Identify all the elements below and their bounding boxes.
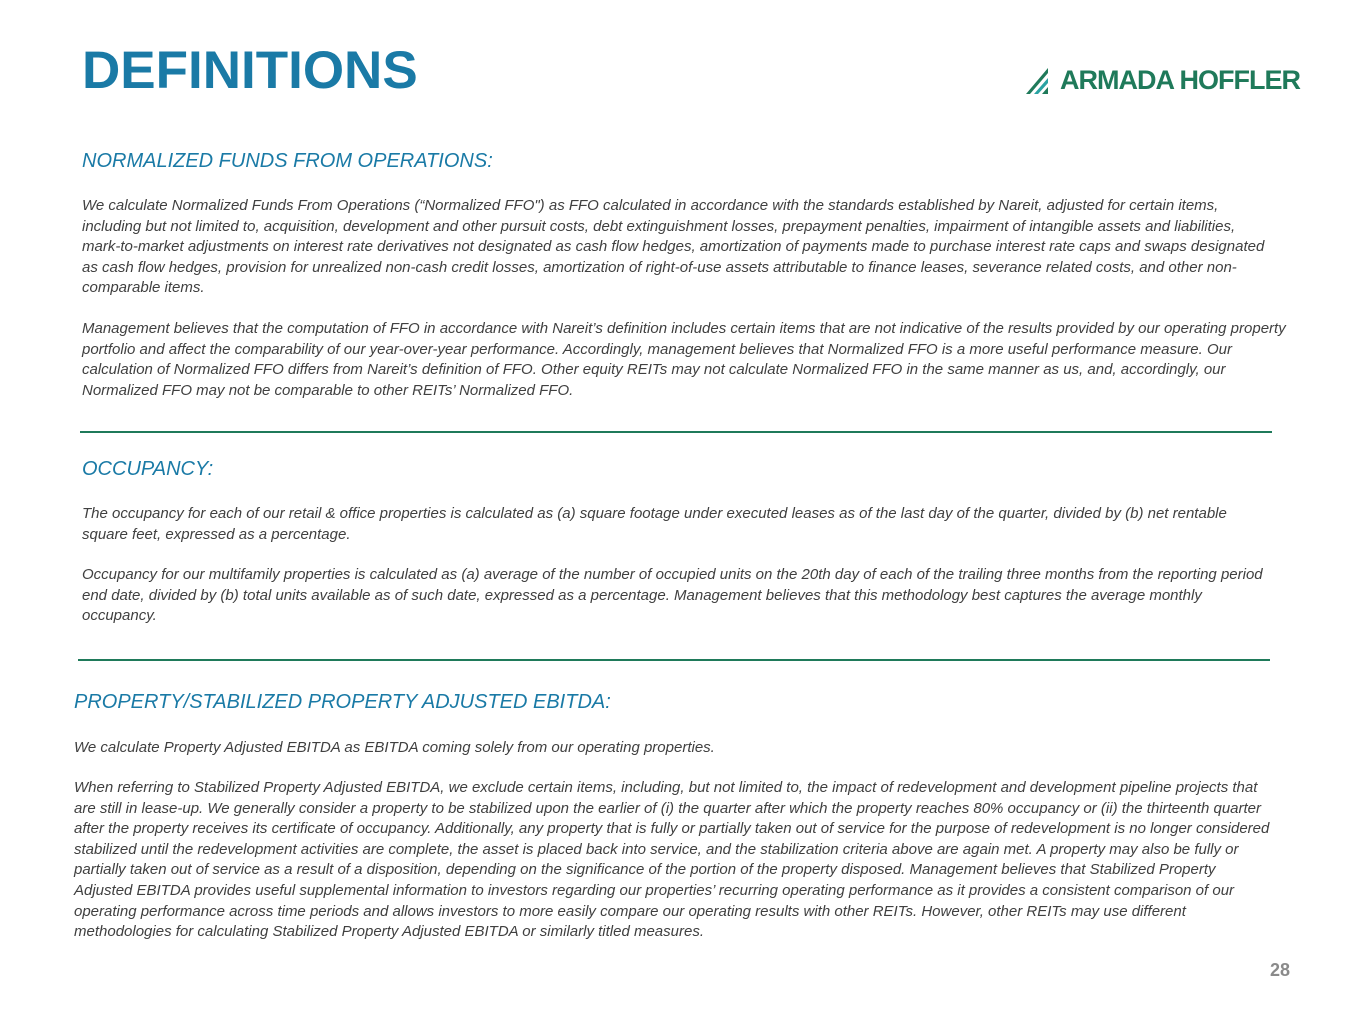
occupancy-paragraph-1: The occupancy for each of our retail & office properties is calculated as (a) square footage under executed leases as of the last day of the quarter, divided by (b) net rentable square feet, expressed as a percentage. xyxy=(82,505,1227,543)
normalized-ffo-paragraph-2: Management believes that the computation of FFO in accordance with Nareit’s definition includes certain items that are not indicative of the results provided by our operating property portfolio and affect the comparability of our year-over-year performance. Accordingly, management believes that Normalized FFO is a more useful performance measure. Our calculation of Normalized FFO differs from Nareit’s definition of FFO. Other equity REITs may not calculate Normalized FFO in the same manner as us, and, accordingly, our Normalized FFO may not be comparable to other REITs’ Normalized FFO. xyxy=(82,320,1286,399)
armada-hoffler-logo-icon xyxy=(1024,64,1056,96)
section-heading-occupancy: OCCUPANCY: xyxy=(82,458,214,480)
page-title: DEFINITIONS xyxy=(82,41,418,100)
company-logo xyxy=(1024,62,1304,98)
section-divider xyxy=(80,431,1272,433)
section-heading-normalized-ffo: NORMALIZED FUNDS FROM OPERATIONS: xyxy=(82,150,493,172)
ebitda-paragraph-2: When referring to Stabilized Property Adjusted EBITDA, we exclude certain items, including, but not limited to, the impact of redevelopment and development pipeline projects that are still in lease-up. We generally consider a property to be stabilized upon the earlier of (i) the quarter after which the property reaches 80% occupancy or (ii) the thirteenth quarter after the property receives its certificate of occupancy. Additionally, any property that is fully or partially taken out of service for the purpose of redevelopment is no longer considered stabilized until the redevelopment activities are complete, the asset is placed back into service, and the stabilization criteria above are again met. A property may also be fully or partially taken out of service as a result of a disposition, depending on the significance of the portion of the property disposed. Management believes that Stabilized Property Adjusted EBITDA provides useful supplemental information to investors regarding our properties’ recurring operating performance as it provides a consistent comparison of our operating performance across time periods and allows investors to more easily compare our operating results with other REITs. However, other REITs may use different methodologies for calculating Stabilized Property Adjusted EBITDA or similarly titled measures. xyxy=(74,779,1270,941)
section-heading-property-adjusted-ebitda: PROPERTY/STABILIZED PROPERTY ADJUSTED EBITDA: xyxy=(74,691,611,713)
occupancy-paragraph-2: Occupancy for our multifamily properties is calculated as (a) average of the number of occupied units on the 20th day of each of the trailing three months from the reporting period end date, divided by (b) total units available as of such date, expressed as a percentage. Management believes that this methodology best captures the average monthly occupancy. xyxy=(82,566,1263,625)
ebitda-paragraph-1: We calculate Property Adjusted EBITDA as EBITDA coming solely from our operating properties. xyxy=(74,739,715,756)
section-divider xyxy=(78,659,1270,661)
page-number: 28 xyxy=(1270,960,1291,980)
logo-text: ARMADA HOFFLER xyxy=(1060,64,1300,95)
normalized-ffo-paragraph-1: We calculate Normalized Funds From Operations (“Normalized FFO") as FFO calculated in accordance with the standards established by Nareit, adjusted for certain items, including but not limited to, acquisition, development and other pursuit costs, debt extinguishment losses, prepayment penalties, impairment of intangible assets and liabilities, mark-to-market adjustments on interest rate derivatives not designated as cash flow hedges, amortization of payments made to purchase interest rate caps and swaps designated as cash flow hedges, provision for unrealized non-cash credit losses, amortization of right-of-use assets attributable to finance leases, severance related costs, and other non-comparable items. xyxy=(82,197,1265,297)
